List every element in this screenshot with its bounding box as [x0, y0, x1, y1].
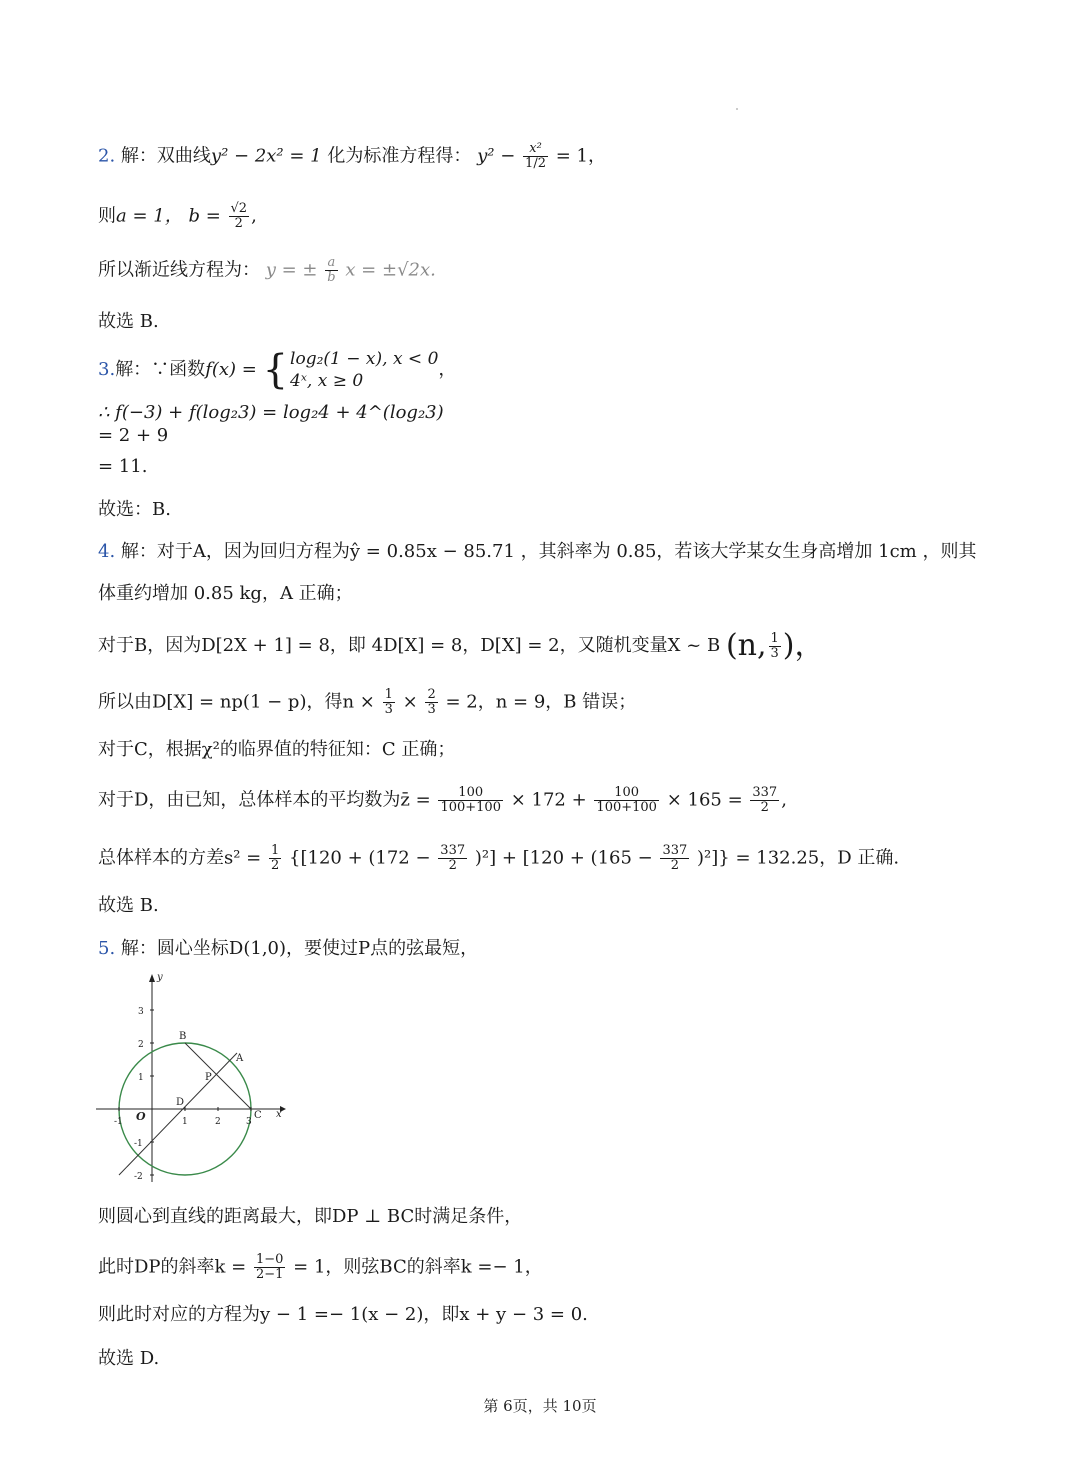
p2-std-fraction: $\frac{\text{x²}}{1/2}$	[525, 141, 546, 171]
p5-answer: 故选 D.	[98, 1348, 160, 1369]
p4-line5: 对于C，根据χ²的临界值的特征知：C 正确；	[98, 739, 456, 760]
point-label-p: P	[205, 1072, 212, 1083]
p5-slope-fraction: $\frac{1-0}{2-1}$	[256, 1252, 284, 1282]
p4-line3: 对于B，因为D[2X + 1] = 8，即 4D[X] = 8，D[X] = 2，又随机变量X ~ B (n, $\frac{1}{3}$ )，	[98, 628, 825, 663]
piecewise-brace: {	[262, 347, 289, 393]
y-tick-label: 2	[138, 1040, 144, 1050]
point-label-a: A	[236, 1053, 244, 1064]
y-tick-label: 1	[138, 1073, 144, 1083]
p2-line2: 则a = 1， b = $\frac{√2}{2}$ ,	[98, 201, 257, 231]
p3-step2: = 2 + 9	[98, 425, 169, 446]
p4-half-frac: $\frac{1}{2}$	[271, 843, 280, 873]
circle-chord-figure	[90, 968, 290, 1188]
p2-b-fraction: $\frac{√2}{2}$	[230, 201, 248, 231]
p4-answer: 故选 B.	[98, 895, 159, 916]
p4-line7: 总体样本的方差s² = $\frac{1}{2}$ {[120 + (172 − $\frac{337}{2}$ )²] + [120 + (165 − $\frac{337}{2}$ )²]} = 132.25，D 正确.	[98, 843, 900, 873]
p4-line1: 4. 解：对于A，因为回归方程为ŷ = 0.85x − 85.71 ，其斜率为 0.85，若该大学某女生身高增加 1cm ，则其	[98, 541, 977, 562]
p4-binom-fraction: $\frac{1}{3}$	[770, 630, 779, 661]
p4-frac-2-3: $\frac{2}{3}$	[427, 687, 436, 717]
p2-answer: 故选 B.	[98, 311, 159, 332]
x-axis-label: x	[276, 1109, 282, 1120]
p3-answer: 故选：B.	[98, 499, 171, 520]
p3-step1: ∴ f(−3) + f(log₂3) = log₂4 + 4^(log₂3)	[98, 402, 444, 423]
p4-line2: 体重约增加 0.85 kg，A 正确；	[98, 583, 353, 604]
scan-speck	[736, 108, 738, 110]
p5-line3: 此时DP的斜率k = $\frac{1-0}{2-1}$ = 1，则弦BC的斜率k =− 1，	[98, 1252, 543, 1282]
point-label-b: B	[179, 1031, 187, 1042]
p3-step3: = 11.	[98, 456, 148, 477]
y-axis-label: y	[157, 972, 163, 983]
p4-var-frac-2: $\frac{337}{2}$	[662, 843, 688, 873]
p4-line4: 所以由D[X] = np(1 − p)，得n × $\frac{1}{3}$ × $\frac{2}{3}$ = 2，n = 9，B 错误；	[98, 687, 637, 717]
point-label-c: C	[254, 1110, 262, 1121]
x-tick-label: 3	[246, 1117, 252, 1127]
p4-frac-1-3: $\frac{1}{3}$	[384, 687, 393, 717]
p3-line1: 3.解：∵函数f(x) = { log₂(1 − x), x < 0 4ˣ, x ≥ 0 ，	[98, 347, 457, 393]
p5-line1: 5. 解：圆心坐标D(1,0)，要使过P点的弦最短，	[98, 938, 479, 959]
y-tick-label: -1	[134, 1139, 143, 1149]
p4-weight-frac-2: $\frac{100}{100+100}$	[596, 785, 657, 815]
y-tick-label: 3	[138, 1007, 144, 1017]
p5-line4: 则此时对应的方程为y − 1 =− 1(x − 2)，即x + y − 3 = 0.	[98, 1304, 588, 1325]
y-tick-label: -2	[134, 1172, 143, 1182]
page-footer: 第 6页，共 10页	[483, 1397, 597, 1415]
p2-line1: 2. 解：双曲线y² − 2x² = 1 化为标准方程得： y² − $\frac{\text{x²}}{1/2}$ = 1，	[98, 141, 606, 171]
p4-weight-frac-1: $\frac{100}{100+100}$	[440, 785, 501, 815]
p4-var-frac-1: $\frac{337}{2}$	[440, 843, 466, 873]
x-tick-label: 1	[182, 1117, 188, 1127]
p4-line6: 对于D，由已知，总体样本的平均数为z̄ = $\frac{100}{100+100}$ × 172 + $\frac{100}{100+100}$ × 165 = $\frac{337}{2}$ ,	[98, 785, 787, 815]
point-label-d: D	[176, 1097, 185, 1108]
p5-line2: 则圆心到直线的距离最大，即DP ⊥ BC时满足条件，	[98, 1206, 523, 1227]
p4-mean-frac: $\frac{337}{2}$	[752, 785, 778, 815]
origin-label: O	[136, 1110, 146, 1123]
p2-line3: 所以渐近线方程为： y = ± $\frac{a}{b}$ x = ±√2x.	[98, 255, 436, 285]
x-tick-label: -1	[114, 1117, 123, 1127]
y-axis-arrow	[149, 974, 155, 982]
p2-asym-fraction: $\frac{a}{b}$	[327, 255, 336, 285]
x-tick-label: 2	[215, 1117, 221, 1127]
piecewise-cases: log₂(1 − x), x < 0 4ˣ, x ≥ 0	[290, 349, 439, 391]
